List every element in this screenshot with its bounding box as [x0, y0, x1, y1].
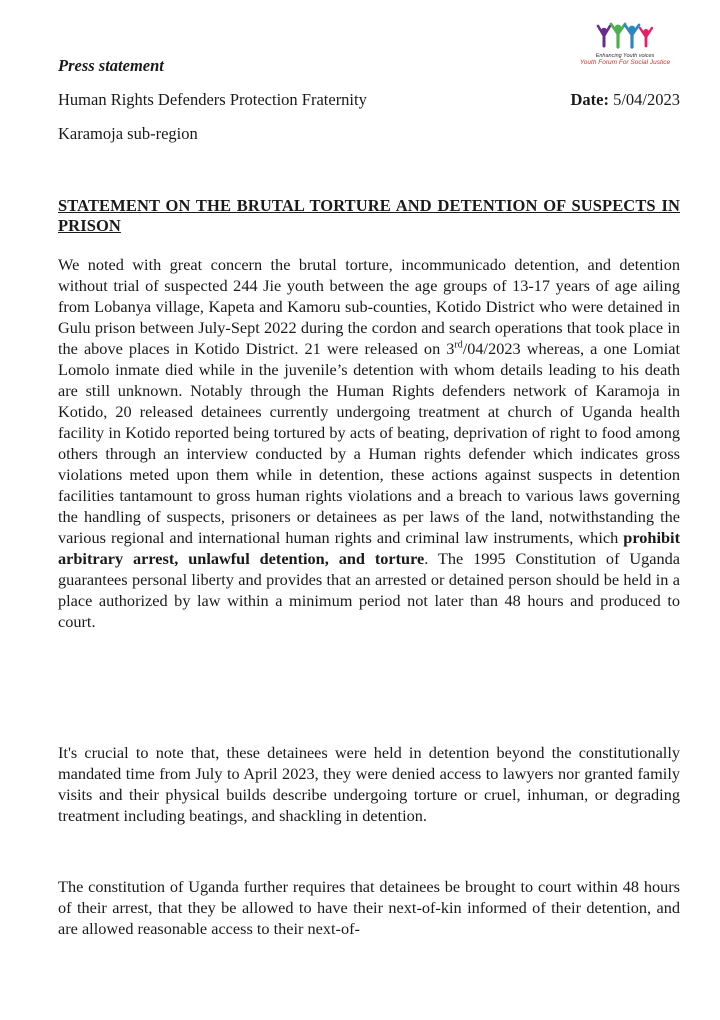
logo-org-name: Youth Forum For Social Justice [579, 59, 671, 67]
paragraph-2: It's crucial to note that, these detainees were held in detention beyond the constitutionally mandated time from July to April 2023, they were denied access to lawyers nor granted family visits and their physical builds describe undergoing torture or cruel, inhuman, or degrading treatment including beatings, and shackling in detention. [58, 743, 680, 825]
date-label: Date: [570, 90, 609, 109]
date-value: 5/04/2023 [613, 90, 680, 109]
header-line [58, 90, 680, 110]
region-label: Karamoja sub-region [58, 124, 198, 143]
paragraph-1-part-2: /04/2023 whereas, a one Lomiat Lomolo inmate died while in the juvenile’s detention with whom details leading to his death are still unknown. Notably through the Human Rights defenders network of Karamoja in Kotido, 20 released detainees currently undergoing treatment at church of Uganda health facility in Kotido reported being tortured by acts of beating, deprivation of right to food among others through an interview conducted by a Human rights defender which indicates gross violations meted upon them while in detention, these actions against suspects in detention facilities tantamount to gross human rights violations and a breach to various laws governing the handling of suspects, prisoners or detainees as per laws of the land, notwithstanding the various regional and international human rights and criminal law instruments, which [58, 339, 681, 547]
people-logo-icon [594, 22, 656, 52]
organization-name: Human Rights Defenders Protection Fraternity [58, 90, 367, 109]
press-statement-label: Press statement [58, 56, 164, 75]
paragraph-3: The constitution of Uganda further requires that detainees be brought to court within 48 hours of their arrest, that they be allowed to have their next-of-kin informed of their detention, and are allowed reasonable access to their next-of- [58, 877, 680, 938]
superscript-ordinal: rd [454, 339, 463, 351]
paragraph-1-bold: prohibit arbitrary arrest, unlawful detention, and torture [58, 528, 680, 568]
paragraph-1-part-3: . The 1995 Constitution of Uganda guarantees personal liberty and provides that an arrested or detained person should be held in a place authorized by law within a minimum period not later than 48 hours and produced to court. [58, 549, 680, 631]
date-block [570, 90, 680, 110]
paragraph-1-part-1: We noted with great concern the brutal torture, incommunicado detention, and detention without trial of suspected 244 Jie youth between the age groups of 13-17 years of age ailing from Lobanya village, Kapeta and Kamoru sub-counties, Kotido District who were detained in Gulu prison between July-Sept 2022 during the cordon and search operations that took place in the above places in Kotido District. 21 were released on 3 [58, 255, 680, 358]
logo-tagline: Enhancing Youth voices [595, 53, 655, 59]
paragraph-1 [58, 254, 680, 632]
statement-title: STATEMENT ON THE BRUTAL TORTURE AND DETENTION OF SUSPECTS IN PRISON [58, 196, 680, 235]
